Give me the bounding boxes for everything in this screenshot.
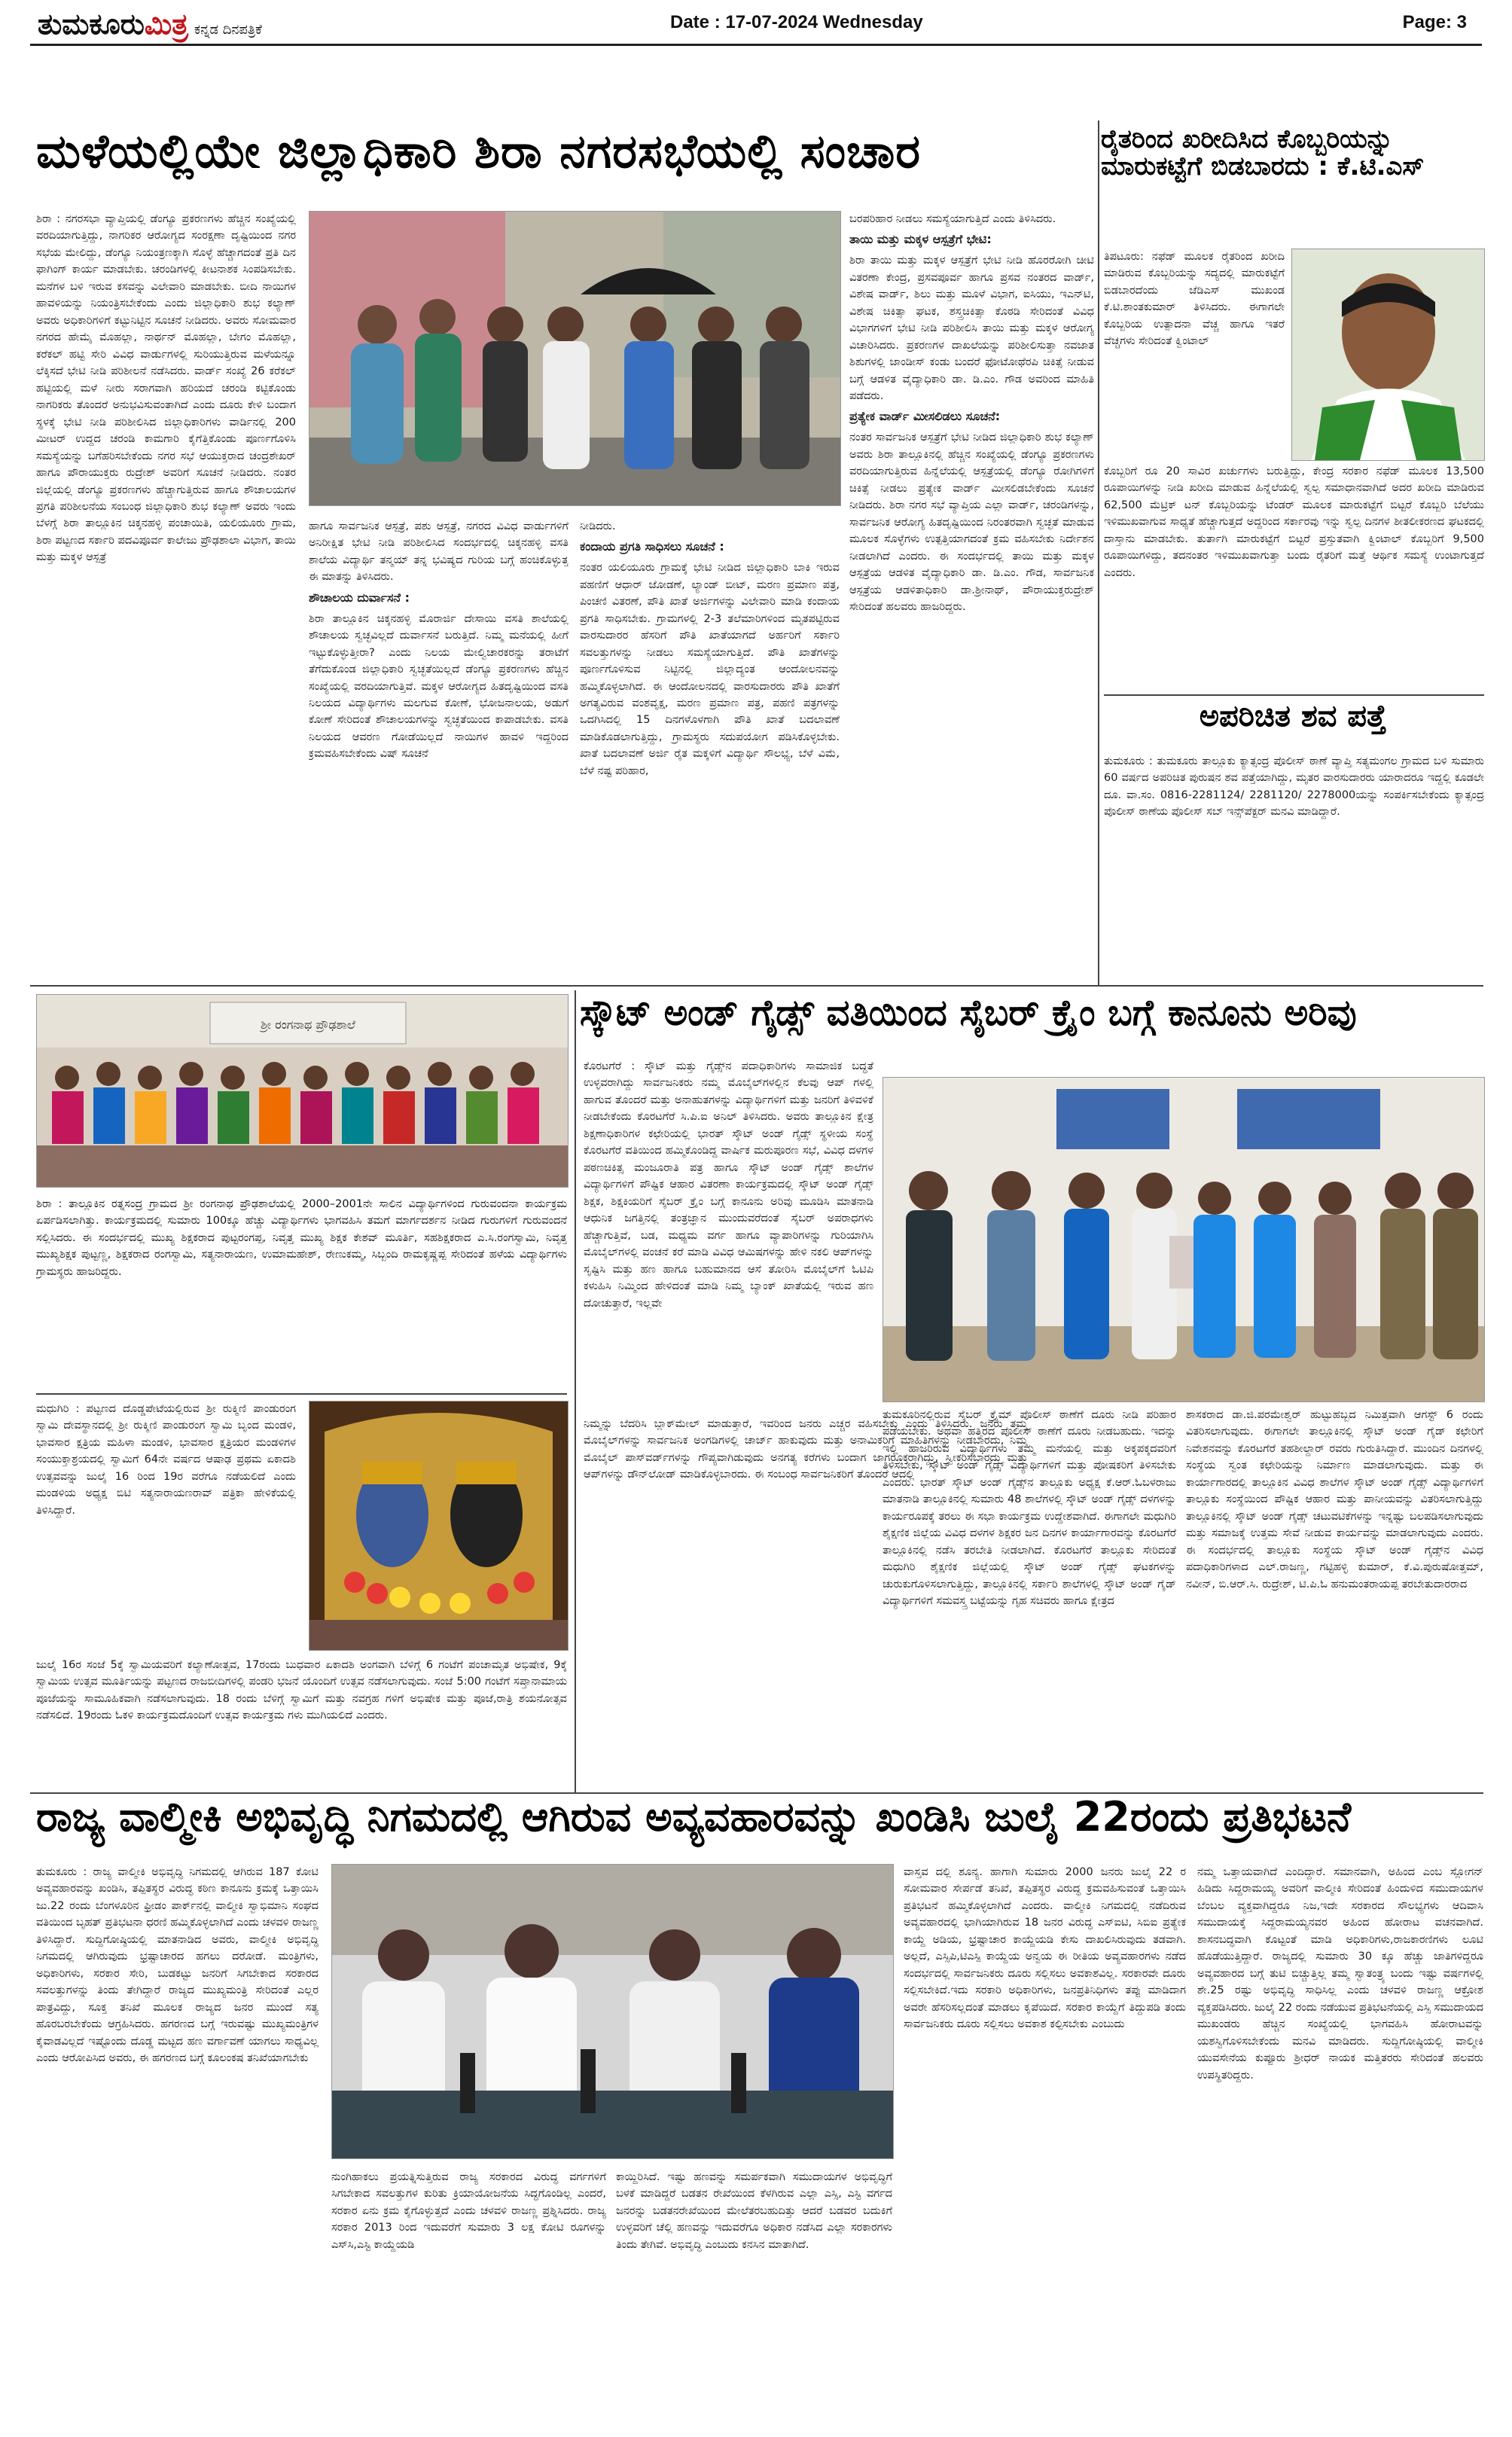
story7-col2-text: ನುಂಗಿಹಾಕಲು ಪ್ರಯತ್ನಿಸುತ್ತಿರುವ ರಾಜ್ಯ ಸರಕಾರದ ವಿರುದ್ಧ ವರ್ಗಗಳಿಗೆ ಸಿಗಬೇಕಾದ ಸವಲತ್ತುಗಳ ಕುರಿತು ಕ್ರಿಯಾಯೋಜನೆಯ ಸಿದ್ಧಗೊಂಡಿಲ್ಲ ಎಂದರೆ, ಸರಕಾರ ಏನು ಕ್ರಮ ಕೈಗೊಳ್ಳುತ್ತದೆ ಎಂದು ಚಳವಳಿ ರಾಜಣ್ಣ ಪ್ರಶ್ನಿಸಿದರು. ರಾಜ್ಯ ಸರಕಾರ 2013 ರಿಂದ ಇದುವರೆಗೆ ಸುಮಾರು 3 ಲಕ್ಷ ಕೋಟಿ ರೂಗಳನ್ನು ಎಸ್‌ಸಿ,ಎಸ್ಟಿ ಕಾಯ್ದೆಯಡಿ xyxy=(331,2171,606,2251)
story1-col4-text: ಶಿರಾ ತಾಯಿ ಮತ್ತು ಮಕ್ಕಳ ಆಸ್ಪತ್ರೆಗೆ ಭೇಟಿ ನೀಡಿ ಹೊರರೋಗಿ ಚೀಟಿ ವಿತರಣಾ ಕೇಂದ್ರ, ಪ್ರಸವಪೂರ್ವ ಹಾಗೂ ಪ್ರಸವ ನಂತರದ ವಾರ್ಡ್, ವಿಶೇಷ ವಾರ್ಡ್, ಶಿಲು ಮತ್ತು ಮೂಳೆ ವಿಭಾಗ, ಐಸಿಯು, ಇಎನ್‌ಟಿ, ವಿಶೇಷ ಚಿಕಿತ್ಸಾ ಘಟಕ, ಶಸ್ತ್ರಚಿಕಿತ್ಸಾ ಕೊಠಡಿ ಸೇರಿದಂತೆ ವಿವಿಧ ವಿಭಾಗಗಳಿಗೆ ಭೇಟಿ ನೀಡಿ ಪರಿಶೀಲಿಸಿ ತಾಯಿ ಮತ್ತು ಮಕ್ಕಳ ಆರೋಗ್ಯ ವಿಚಾರಿಸಿದರು. ಪ್ರಕರಣಗಳ ದಾಖಲೆಯನ್ನು ಪರಿಶೀಲಿಸುತ್ತಾ ನವಜಾತ ಶಿಶುಗಳಲ್ಲಿ ಜಾಂಡೀಸ್ ಕಂಡು ಬಂದರೆ ಫೋಟೋಥೆರಪಿ ಚಿಕಿತ್ಸೆ ನೀಡುವ ಬಗ್ಗೆ ಆಡಳಿತ ವೈದ್ಯಾಧಿಕಾರಿ ಡಾ. ಡಿ.ಎಂ. ಗೌಡ ಅವರಿಂದ ಮಾಹಿತಿ ಪಡೆದರು. xyxy=(849,255,1094,403)
scout-event-photo xyxy=(883,1078,1484,1402)
title-part2: ಮಿತ್ರ xyxy=(144,8,188,41)
story1-col1 xyxy=(36,211,296,979)
press-meet-photo xyxy=(332,1865,893,2158)
story1-subhead-revenue: ಕಂದಾಯ ಪ್ರಗತಿ ಸಾಧಿಸಲು ಸೂಚನೆ : xyxy=(580,539,724,554)
story6-col-mid-text: ತುಮಕೂರಿನಲ್ಲಿರುವ ಸೈಬರ್ ಕ್ರೈಮ್ ಪೊಲೀಸ್ ಠಾಣೆಗೆ ದೂರು ನೀಡಿ ಪರಿಹಾರ ಪಡೆಯಬೇಕು. ಅಥವಾ ಹತ್ತಿರದ ಪೊಲೀಸ್ ಠಾಣೆಗೆ ದೂರು ನೀಡಬಹುದು. ಇದನ್ನು ಇಲ್ಲಿ ಹಾಜರಿರುವ ವಿದ್ಯಾರ್ಥಿಗಳು ತಮ್ಮ ಮನೆಯಲ್ಲಿ ಮತ್ತು ಅಕ್ಕಪಕ್ಕದವರಿಗೆ ತಿಳಿಸಬೇಕು, ಸ್ಕೌಟ್ ಅಂಡ್ ಗೈಡ್ಸ್ ವಿದ್ಯಾರ್ಥಿಗಳಿಗೆ ಮತ್ತು ಪೋಷಕರಿಗೆ ತಿಳಿಸಬೇಕು ಎಂದರು. ಭಾರತ್ ಸ್ಕೌಟ್ ಅಂಡ್ ಗೈಡ್ಸ್‌ನ ತಾಲ್ಲೂಕು ಅಧ್ಯಕ್ಷ ಕೆ.ಆರ್.ಓಬಳರಾಜು ಮಾತನಾಡಿ ತಾಲ್ಲೂಕಿನಲ್ಲಿ ಸುಮಾರು 48 ಶಾಲೆಗಳಲ್ಲಿ ಸ್ಕೌಟ್ ಅಂಡ್ ಗೈಡ್ಸ್ ದಳಗಳನ್ನು ಕಾರ್ಯರೂಪಕ್ಕೆ ತರಲು ಈ ಸಭಾ ಕಾರ್ಯಕ್ರಮ ಉದ್ದೇಶವಾಗಿದೆ. ಈಗಾಗಲೇ ಮಧುಗಿರಿ ಶೈಕ್ಷಣಿಕ ಜಿಲ್ಲೆಯ ವಿವಿಧ ದಳಗಳ ಶಿಕ್ಷಕರ ಜನ ದಿನಗಳ ಕಾರ್ಯಾಗಾರವನ್ನು ಕೊರಟಗೆರೆ ತಾಲ್ಲೂಕಿನಲ್ಲಿ ನಡೆಸಿ ತರಬೇತಿ ನೀಡಲಾಗಿದೆ. ಕೊರಟಗೆರೆ ತಾಲ್ಲೂಕು ಸೇರಿದಂತೆ ಮಧುಗಿರಿ ಶೈಕ್ಷಣಿಕ ಜಿಲ್ಲೆಯಲ್ಲಿ ಸ್ಕೌಟ್ ಅಂಡ್ ಗೈಡ್ಸ್ ಘಟಕಗಳನ್ನು ಚುರುಕುಗೊಳಿಸಲಾಗುತ್ತಿದ್ದು, ತಾಲ್ಲೂಕಿನಲ್ಲಿ ಸರ್ಕಾರಿ ಶಾಲೆಗಳಲ್ಲಿ ಸ್ಕೌಟ್ ಅಂಡ್ ಗೈಡ್ ವಿದ್ಯಾರ್ಥಿಗಳಿಗೆ ಸಮವಸ್ತ್ರ ಬಟ್ಟೆಯನ್ನು ಗೃಹ ಸಚಿವರು ಹಾಗೂ ಕ್ಷೇತ್ರದ xyxy=(883,1409,1176,1608)
story1-headline: ಮಳೆಯಲ್ಲಿಯೇ ಜಿಲ್ಲಾಧಿಕಾರಿ ಶಿರಾ ನಗರಸಭೆಯಲ್ಲಿ ಸಂಚಾರ xyxy=(36,127,922,178)
page-number: Page: 3 xyxy=(1402,12,1467,32)
banner-text: ಶ್ರೀ ರಂಗನಾಥ ಪ್ರೌಢಶಾಲೆ xyxy=(261,1017,355,1032)
story7-col3 xyxy=(616,2169,892,2421)
story1-col4b-text: ನಂತರ ಸಾರ್ವಜನಿಕ ಆಸ್ಪತ್ರೆಗೆ ಭೇಟಿ ನೀಡಿದ ಜಿಲ್ಲಾಧಿಕಾರಿ ಶುಭ ಕಲ್ಯಾಣ್ ಅವರು ಶಿರಾ ತಾಲ್ಲೂಕಿನಲ್ಲಿ ಹೆಚ್ಚಿನ ಸಂಖ್ಯೆಯಲ್ಲಿ ಡೆಂಗ್ಯೂ ಪ್ರಕರಣಗಳು ವರದಿಯಾಗುತ್ತಿರುವ ಹಿನ್ನೆಲೆಯಲ್ಲಿ ಆಸ್ಪತ್ರೆಯಲ್ಲಿ ಡೆಂಗ್ಯೂ ರೋಗಿಗಳಿಗೆ ಚಿಕಿತ್ಸೆ ನೀಡಲು ಪ್ರತ್ಯೇಕ ವಾರ್ಡ್ ಮೀಸಲಿಡಬೇಕೆಂದು ಸೂಚನೆ ನೀಡಿದರು. ಶಿರಾ ನಗರ ಸಭೆ ವ್ಯಾಪ್ತಿಯ ಎಲ್ಲಾ ವಾರ್ಡ್, ಚರಂಡಿಗಳನ್ನು, ಸಾರ್ವಜನಿಕ ಆರೋಗ್ಯ ಹಿತದೃಷ್ಟಿಯಿಂದ ನಿರಂತರವಾಗಿ ಸ್ವಚ್ಛತೆ ಮಾಡುವ ಮೂಲಕ ಸೊಳ್ಳೆಗಳು ಉತ್ಪತ್ತಿಯಾಗದಂತೆ ಕ್ರಮ ವಹಿಸಬೇಕು ನಿರ್ದೇಶನ ನೀಡಲಾಗಿದೆ ಎಂದರು. ಈ ಸಂದರ್ಭದಲ್ಲಿ ತಾಯಿ ಮತ್ತು ಮಕ್ಕಳ ಆಸ್ಪತ್ರೆಯ ಆಡಳಿತ ವೈದ್ಯಾಧಿಕಾರಿ ಡಾ. ಡಿ.ಎಂ. ಗೌಡ, ಸಾರ್ವಜನಿಕ ಆಸ್ಪತ್ರೆಯ ಆಡಳಿತಾಧಿಕಾರಿ ಡಾ.ಶ್ರೀನಾಥ್, ಪೌರಾಯುಕ್ತರುದ್ರೇಶ್ ಸೇರಿದಂತೆ ಹಲವರು ಹಾಜರಿದ್ದರು. xyxy=(849,432,1094,613)
deity-photo xyxy=(309,1402,568,1650)
story7-col2 xyxy=(331,2169,606,2421)
story2-portrait xyxy=(1291,249,1485,461)
story1-subhead-ward: ಪ್ರತ್ಯೇಕ ವಾರ್ಡ್ ಮೀಸಲಿಡಲು ಸೂಚನೆ: xyxy=(849,409,1001,424)
story4-caption xyxy=(36,1196,567,1388)
story7-col1-text: ತುಮಕೂರು : ರಾಜ್ಯ ವಾಲ್ಮೀಕಿ ಅಭಿವೃದ್ಧಿ ನಿಗಮದಲ್ಲಿ ಆಗಿರುವ 187 ಕೋಟಿ ಅವ್ಯವಹಾರವನ್ನು ಖಂಡಿಸಿ, ತಪ್ಪಿತಸ್ಥರ ವಿರುದ್ಧ ಕಠಿಣ ಕಾನೂನು ಕ್ರಮಕ್ಕೆ ಒತ್ತಾಯಿಸಿ ಜು.22 ರಂದು ಬೆಂಗಳೂರಿನ ಫ್ರೀಡಂ ಪಾರ್ಕ್‌ನಲ್ಲಿ ವಾಲ್ಮೀಕಿ ಸ್ವಾಭಿಮಾನಿ ಸಂಘದ ವತಿಯಿಂದ ಬೃಹತ್ ಪ್ರತಿಭಟನಾ ಧರಣಿ ಹಮ್ಮಿಕೊಳ್ಳಲಾಗಿದೆ ಎಂದು ಚಳವಳಿ ರಾಜಣ್ಣ ತಿಳಿಸಿದ್ದಾರೆ. ಸುದ್ದಿಗೋಷ್ಠಿಯಲ್ಲಿ ಮಾತನಾಡಿದ ಅವರು, ವಾಲ್ಮೀಕಿ ಅಭಿವೃದ್ಧಿ ನಿಗಮದಲ್ಲಿ ಆಗಿರುವುದು ಭ್ರಷ್ಟಾಚಾರದ ಹಗಲು ದರೋಡೆ. ಮಂತ್ರಿಗಳು, ಅಧಿಕಾರಿಗಳು, ಸರಕಾರ ಸೇರಿ, ಬುಡಕಟ್ಟು ಜನರಿಗೆ ಸಿಗಬೇಕಾದ ಸರಕಾರದ ಸವಲತ್ತುಗಳನ್ನು ತಿಂದು ತೇಗಿದ್ದಾರೆ ರಾಜ್ಯದ ಮುಖ್ಯಮಂತ್ರಿ ಸೇರಿದಂತೆ ಎಲ್ಲರ ಪಾತ್ರವಿದ್ದು, ಸೂಕ್ತ ತನಿಖೆ ಮೂಲಕ ರಾಜ್ಯದ ಜನರ ಮುಂದೆ ಸತ್ಯ ಹೊರಬರಬೇಕೆಂದು ಆಗ್ರಹಿಸಿದರು. ಹಗರಣದ ಬಗ್ಗೆ ಇರುವಷ್ಟು ಮುಖ್ಯಮಂತ್ರಿಗಳ ಕೈವಾಡವಿಲ್ಲದೆ ಇಷ್ಟೊಂದು ದೊಡ್ಡ ಮಟ್ಟದ ಹಣ ವರ್ಗಾವಣೆ ಯಾಗಲು ಸಾಧ್ಯವಿಲ್ಲ ಎಂದು ಆರೋಪಿಸಿದ ಅವರು, ಈ ಹಗರಣದ ಬಗ್ಗೆ ಕೂಲಂಕಷ ತನಿಖೆಯಾಗಬೇಕು xyxy=(36,1866,319,2065)
story1-subhead-toilet: ಶೌಚಾಲಯ ದುರ್ವಾಸನೆ : xyxy=(309,590,410,605)
story7-photo xyxy=(331,1864,894,2159)
speaker-portrait xyxy=(1292,249,1484,460)
rain-visit-photo xyxy=(309,212,840,505)
story3-rule xyxy=(1104,694,1484,696)
story1-photo xyxy=(309,211,841,506)
story6-col-mid xyxy=(883,1407,1176,1787)
story7-col5 xyxy=(1197,1864,1483,2421)
group-photo xyxy=(37,995,568,1187)
story7-col1 xyxy=(36,1864,319,2421)
story1-col3 xyxy=(580,518,840,979)
story1-col3a-text: ನೀಡಿದರು. xyxy=(580,520,616,532)
story1-col4a-text: ಬರಪರಿಹಾರ ನೀಡಲು ಸಮಸ್ಯೆಯಾಗುತ್ತಿದೆ ಎಂದು ತಿಳಿಸಿದರು. xyxy=(849,213,1056,225)
story5-photo xyxy=(309,1401,569,1651)
story1-col1-text: ಶಿರಾ : ನಗರಸಭಾ ವ್ಯಾಪ್ತಿಯಲ್ಲಿ ಡೆಂಗ್ಯೂ ಪ್ರಕರಣಗಳು ಹೆಚ್ಚಿನ ಸಂಖ್ಯೆಯಲ್ಲಿ ವರದಿಯಾಗುತ್ತಿದ್ದು, ನಾಗರಿಕರ ಆರೋಗ್ಯದ ಸಂರಕ್ಷಣಾ ದೃಷ್ಟಿಯಿಂದ ನಗರ ಸಭೆಯ ಮೇಲಿದ್ದು, ಡೆಂಗ್ಯೂ ನಿಯಂತ್ರಣಕ್ಕಾಗಿ ಸೊಳ್ಳೆ ಹೆಚ್ಚಾಗದಂತೆ ಪ್ರತಿ ದಿನ ಫಾಗಿಂಗ್ ಕಾರ್ಯ ಮಾಡಬೇಕು. ಚರಂಡಿಗಳಲ್ಲಿ ಕೀಟನಾಶಕ ಸಿಂಪಡಿಸಬೇಕು. ಮನೆಗಳ ಬಳಿ ಇರುವ ಕಸವನ್ನು ವಿಲೇವಾರಿ ಮಾಡಬೇಕು. ಬೀದಿ ನಾಯಿಗಳ ಹಾವಳಿಯನ್ನು ನಿಯಂತ್ರಿಸಬೇಕೆಂದು ಎಂದು ಜಿಲ್ಲಾಧಿಕಾರಿ ಶುಭ ಕಲ್ಯಾಣ್ ಅವರು ಅಧಿಕಾರಿಗಳಿಗೆ ಕಟ್ಟುನಿಟ್ಟಿನ ಸೂಚನೆ ನೀಡಿದರು. ಅವರು ಸೋಮವಾರ ನಗರದ ಹೇಮೈ ಮೊಹಲ್ಲಾ, ನಾರ್ಥನ್ ಮೊಹಲ್ಲಾ, ಬೇಗಂ ಮೊಹಲ್ಲಾ, ಕರೆಕಲ್ ಹಟ್ಟಿ ಸೇರಿ ವಿವಿಧ ವಾರ್ಡುಗಳಲ್ಲಿ ಸುರಿಯುತ್ತಿರುವ ಮಳೆಯನ್ನೂ ಲೆಕ್ಕಿಸದೆ ಭೇಟಿ ನೀಡಿ ಪರಿಶೀಲನೆ ನಡೆಸಿದರು. ವಾರ್ಡ್ ಸಂಖ್ಯೆ 26 ಕರೆಕಲ್ ಹಟ್ಟಿಯಲ್ಲಿ ಮಳೆ ನೀರು ಸರಾಗವಾಗಿ ಹರಿಯದೆ ಚರಂಡಿ ಕಟ್ಟಿಕೊಂಡು ನಾಗರಿಕರು ತೊಂದರೆ ಅನುಭವಿಸುವಂತಾಗಿದೆ ಎಂದು ದೂರು ಕೇಳಿ ಬಂದಾಗ ಸ್ಥಳಕ್ಕೆ ಭೇಟಿ ನೀಡಿ ಪರಿಶೀಲಿಸಿದ ಜಿಲ್ಲಾಧಿಕಾರಿಗಳು ವಾರ್ಡಿನಲ್ಲಿ 200 ಮೀಟರ್ ಉದ್ದದ ಚರಂಡಿ ಕಾಮಗಾರಿ ಕೈಗೆತ್ತಿಕೊಂಡು ಪೂರ್ಣಗೊಳಿಸಿ ಸಮಸ್ಯೆಯನ್ನು ಬಗೆಹರಿಸಬೇಕೆಂದು ನಗರ ಸಭೆ ಆಯುಕ್ತರಾದ ಚಂದ್ರಶೇಖರ್ ಹಾಗೂ ಪೌರಾಯುಕ್ತರು ರುದ್ರೇಶ್ ಅವರಿಗೆ ಸೂಚನೆ ನೀಡಿದರು. ನಂತರ ಜಿಲ್ಲೆಯಲ್ಲಿ ಡೆಂಗ್ಯೂ ಪ್ರಕರಣಗಳು ಹೆಚ್ಚಾಗುತ್ತಿರುವ ಹಾಗೂ ಶೌಚಾಲಯಗಳ ಪ್ರಗತಿ ಪರಿಶೀಲನೆಯ ಸಂಬಂಧ ಜಿಲ್ಲಾಧಿಕಾರಿ ಶುಭ ಕಲ್ಯಾಣ್ ಅವರು ಇಂದು ಬೆಳಗ್ಗೆ ಶಿರಾ ತಾಲ್ಲೂಕಿನ ಚಿಕ್ಕನಹಳ್ಳಿ ಪಂಚಾಯಿತಿ, ಯಲಿಯೂರು ಗ್ರಾಮ, ಶಿರಾ ಪಟ್ಟಣದ ಸರ್ಕಾರಿ ಪದವಿಪೂರ್ವ ಕಾಲೇಜು ಪ್ರೌಢಶಾಲಾ ವಿಭಾಗ, ತಾಯಿ ಮತ್ತು ಮಕ್ಕಳ ಆಸ್ಪತ್ರೆ xyxy=(36,213,296,564)
story6-col-left-a: ನಿಮ್ಮನ್ನು ಬೆದರಿಸಿ ಬ್ಲಾಕ್‌ಮೇಲ್ ಮಾಡುತ್ತಾರೆ, ಇವರಿಂದ ಜನರು ಎಚ್ಚರ ವಹಿಸಬೇಕು ಎಂದು ತಿಳಿಸಿದರು. ಜನರು ತಮ್ಮ ಮೊಬೈಲ್‌ಗಳನ್ನು ಸಾರ್ವಜನಿಕ ಅಂಗಡಿಗಳಲ್ಲಿ ಚಾರ್ಜ್ ಹಾಕುವುದು ಮತ್ತು ಅನಾಮಿಕರಿಗೆ ಮಾಹಿತಿಗಳನ್ನು ನೀಡಬಾರದು, ನಿಮ್ಮ ಮೊಬೈಲ್ ಪಾಸ್‌ವರ್ಡ್‌ಗಳನ್ನು ಗೌಪ್ಯವಾಗಿಡುವುದು ಅನಗತ್ಯ ಕರೆಗಳು ಬಂದಾಗ ಜಾಗರೂಕರಾಗಿದ್ದು, ಸ್ವೀಕರಿಸಬಾರದು ಮತ್ತು ಆಪ್‌ಗಳನ್ನು ಡೌನ್‌ಲೋಡ್ ಮಾಡಿಕೊಳ್ಳಬಾರದು. ಈ ಸಂಬಂಧ ಸಾರ್ವಜನಿಕರಿಗೆ ತೊಂದರೆ ಆದಲ್ಲಿ xyxy=(584,1418,1028,1481)
story2-headline: ರೈತರಿಂದ ಖರೀದಿಸಿದ ಕೊಬ್ಬರಿಯನ್ನು ಮಾರುಕಟ್ಟೆಗೆ ಬಿಡಬಾರದು : ಕೆ.ಟಿ.ಎಸ್ xyxy=(1101,127,1425,181)
story7-col5-text: ನಮ್ಮ ಒತ್ತಾಯವಾಗಿದೆ ಎಂದಿದ್ದಾರೆ. ಸಮಾನವಾಗಿ, ಅಹಿಂದ ಎಂಬ ಸ್ಲೋಗನ್ ಹಿಡಿದು ಸಿದ್ದರಾಮಯ್ಯ ಅವರಿಗೆ ವಾಲ್ಮೀಕಿ ಸೇರಿದಂತೆ ಹಿಂದುಳಿದ ಸಮುದಾಯಗಳ ಬೆಂಬಲ ವ್ಯಕ್ತವಾಗಿದ್ದರೂ ನಿಜ,ಇದೇ ಸರಕಾರದ ಸೌಲಭ್ಯಗಳು ಆದಿವಾಸಿ ಸಮುದಾಯಕ್ಕೆ ಸಿದ್ದರಾಮಯ್ಯನವರ ಅಹಿಂದ ಹೋರಾಟ ವಚನವಾಗಿದೆ. ಶಾಸನಬದ್ಧವಾಗಿ ಕೊಟ್ಟಂತೆ ಮಾಡಿ ಅಧಿಕಾರಿಗಳು,ರಾಜಕಾರಣಿಗಳು ಲೂಟಿ ಹೊಡೆಯುತ್ತಿದ್ದಾರೆ. ರಾಜ್ಯದಲ್ಲಿ ಸುಮಾರು 30 ಕ್ಕೂ ಹೆಚ್ಚು ಜಾತಿಗಳಿದ್ದರೂ ಅವ್ಯವಹಾರದ ಬಗ್ಗೆ ತುಟಿ ಬಿಚ್ಚುತ್ತಿಲ್ಲ ತಮ್ಮ ಸ್ವಾತಂತ್ರ್ಯ ಬಂದು ಇಷ್ಟು ವರ್ಷಗಳಲ್ಲಿ ಶೇ.25 ರಷ್ಟು ಅಭಿವೃದ್ಧಿ ಸಾಧಿಸಿಲ್ಲ ಎಂದು ಚಳವಳಿ ರಾಜಣ್ಣ ಆಕ್ರೋಶ ವ್ಯಕ್ತಪಡಿಸಿದರು. ಜುಲೈ 22 ರಂದು ನಡೆಯುವ ಪ್ರತಿಭಟನೆಯಲ್ಲಿ ಎಸ್ಸಿ ಸಮುದಾಯದ ಮುಖಂಡರು ಹೆಚ್ಚಿನ ಸಂಖ್ಯೆಯಲ್ಲಿ ಭಾಗವಹಿಸಿ ಹೋರಾಟವನ್ನು ಯಶಸ್ವಿಗೊಳಿಸಬೇಕೆಂದು ಮನವಿ ಮಾಡಿದರು. ಸುದ್ದಿಗೋಷ್ಠಿಯಲ್ಲಿ ವಾಲ್ಮೀಕಿ ಯುವಸೇನೆಯ ಕುಪ್ಪೂರು ಶ್ರೀಧರ್ ನಾಯಕ ಮತ್ತಿತರರು ಸೇರಿದಂತೆ ಹಲವರು ಉಪಸ್ಥಿತರಿದ್ದರು. xyxy=(1197,1866,1483,2082)
story6-headline: ಸ್ಕೌಟ್ ಅಂಡ್ ಗೈಡ್ಸ್ ವತಿಯಿಂದ ಸೈಬರ್ ಕ್ರೈಂ ಬಗ್ಗೆ ಕಾನೂನು ಅರಿವು xyxy=(580,994,1357,1034)
story1-col4 xyxy=(849,211,1094,979)
story7-headline: ರಾಜ್ಯ ವಾಲ್ಮೀಕಿ ಅಭಿವೃದ್ಧಿ ನಿಗಮದಲ್ಲಿ ಆಗಿರುವ ಅವ್ಯವಹಾರವನ್ನು ಖಂಡಿಸಿ ಜುಲೈ 22ರಂದು ಪ್ರತಿಭಟನೆ xyxy=(36,1796,1352,1841)
story7-col3-text: ಕಾಯ್ದಿರಿಸಿದೆ. ಇಷ್ಟು ಹಣವನ್ನು ಸಮರ್ಪಕವಾಗಿ ಸಮುದಾಯಗಳ ಅಭಿವೃದ್ಧಿಗೆ ಬಳಕೆ ಮಾಡಿದ್ದರೆ ಬಡತನ ರೇಖೆಯಿಂದ ಕೆಳಗಿರುವ ಎಲ್ಲಾ ಎಸ್ಸಿ, ಎಸ್ಟಿ ವರ್ಗದ ಜನರನ್ನು ಬಡತನರೇಖೆಯಿಂದ ಮೇಲೆತರಬಹುದಿತ್ತು ಆದರೆ ಬಡವರ ಬದುಕಿಗೆ ಉಳ್ಳವರಿಗೆ ಚೆಲ್ಲಿ ಹಣವನ್ನು ಇದುವರೆಗೂ ಅಧಿಕಾರ ನಡೆಸಿದ ಎಲ್ಲಾ ಸರಕಾರಗಳು ತಿಂದು ತೇಗಿವೆ. ಅಭಿವೃದ್ಧಿ ಎಂಬುದು ಕನಸಿನ ಮಾತಾಗಿದೆ. xyxy=(616,2171,892,2251)
issue-date: Date : 17-07-2024 Wednesday xyxy=(670,12,923,32)
story4-caption-text: ಶಿರಾ : ತಾಲ್ಲೂಕಿನ ರತ್ನಸಂದ್ರ ಗ್ರಾಮದ ಶ್ರೀ ರಂಗನಾಥ ಪ್ರೌಢಶಾಲೆಯಲ್ಲಿ 2000–2001ನೇ ಸಾಲಿನ ವಿದ್ಯಾರ್ಥಿಗಳಿಂದ ಗುರುವಂದನಾ ಕಾರ್ಯಕ್ರಮ ಏರ್ಪಡಿಸಲಾಗಿತ್ತು. ಕಾರ್ಯಕ್ರಮದಲ್ಲಿ ಸುಮಾರು 100ಕ್ಕೂ ಹೆಚ್ಚು ವಿದ್ಯಾರ್ಥಿಗಳು ಭಾಗವಹಿಸಿ ತಮಗೆ ಮಾರ್ಗದರ್ಶನ ನೀಡಿದ ಗುರುಗಳಿಗೆ ಗುರುವಂದನೆ ಸಲ್ಲಿಸಿದರು. ಈ ಸಂದರ್ಭದಲ್ಲಿ ಮುಖ್ಯ ಶಿಕ್ಷಕರಾದ ಪುಟ್ಟರಂಗಪ್ಪ, ನಿವೃತ್ತ ಮುಖ್ಯ ಶಿಕ್ಷಕ ಕೇಶವ್ ಮೂರ್ತಿ, ಸಹಶಿಕ್ಷಕರಾದ ಎ.ಸಿ.ರಂಗಸ್ವಾಮಿ, ನಿವೃತ್ತ ಮುಖ್ಯಶಿಕ್ಷಕ ಪುಟ್ಟಣ್ಣ, ಶಿಕ್ಷಕರಾದ ರಂಗಸ್ವಾಮಿ, ಸತ್ಯನಾರಾಯಣ, ಉಮಾಮಹೇಶ್, ರೇಣುಕಮ್ಮ, ಸಿಬ್ಬಂದಿ ರಾಮಕೃಷ್ಣಪ್ಪ ಸೇರಿದಂತೆ ಹಳೆಯ ವಿದ್ಯಾರ್ಥಿಗಳು ಗ್ರಾಮಸ್ಥರು ಹಾಜರಿದ್ದರು. xyxy=(36,1198,567,1278)
story2-col1-text: ತಿಪಟೂರು: ನಫೆಡ್ ಮೂಲಕ ರೈತರಿಂದ ಖರೀದಿ ಮಾಡಿರುವ ಕೊಬ್ಬರಿಯನ್ನು ಸದ್ಯದಲ್ಲಿ ಮಾರುಕಟ್ಟೆಗೆ ಬಿಡಬಾರದೆಂದು ಜೆಡಿಎಸ್ ಮುಖಂಡ ಕೆ.ಟಿ.ಶಾಂತಕುಮಾರ್ ತಿಳಿಸಿದರು. ಈಗಾಗಲೇ ಕೊಬ್ಬರಿಯ ಉತ್ಪಾದನಾ ವೆಚ್ಚ ಹಾಗೂ ಇತರೆ ವೆಚ್ಚಗಳು ಸೇರಿದಂತೆ ಕ್ವಿಂಟಾಲ್ xyxy=(1104,251,1285,348)
title-part1: ತುಮಕೂರು xyxy=(38,8,145,41)
story5-body-a: ಮಧುಗಿರಿ : ಪಟ್ಟಣದ ದೊಡ್ಡಪೇಟೆಯಲ್ಲಿರುವ ಶ್ರೀ ರುಕ್ಮಿಣಿ ಪಾಂಡುರಂಗ ಸ್ವಾಮಿ ದೇವಸ್ಥಾನದಲ್ಲಿ ಶ್ರೀ ರುಕ್ಮಿಣಿ ಪಾಂಡುರಂಗ ಸ್ವಾಮಿ ಬೃಂದ ಮಂಡಳಿ, ಭಾವಸಾರ ಕ್ಷತ್ರಿಯ ಮಹಿಳಾ ಮಂಡಳಿ, ಭಾವಸಾರ ಕ್ಷತ್ರಿಯರ ಮಂಡಳಿಗಳ ಸಂಯುಕ್ತಾಶ್ರಯದಲ್ಲಿ ಸ್ವಾಮಿಗೆ 64ನೇ ವರ್ಷದ ಆಷಾಢ ಪ್ರಥಮ ಏಕಾದಶಿ ಉತ್ಸವವನ್ನು ಜುಲೈ 16 ರಿಂದ 19ರ ವರೆಗೂ ನಡೆಯಲಿದೆ ಎಂದು ಮಂಡಳಿಯ ಅಧ್ಯಕ್ಷ ಬಿಟಿ ಸತ್ಯನಾರಾಯಣರಾವ್ ಪತ್ರಿಕಾ ಹೇಳಿಕೆಯಲ್ಲಿ ತಿಳಿಸಿದ್ದಾರೆ. xyxy=(36,1403,296,1517)
story6-top-text: ಕೊರಟಗೆರೆ : ಸ್ಕೌಟ್ ಮತ್ತು ಗೈಡ್ಸ್‌ನ ಪದಾಧಿಕಾರಿಗಳು ಸಾಮಾಜಿಕ ಬದ್ಧತೆ ಉಳ್ಳವರಾಗಿದ್ದು ಸಾರ್ವಜನಿಕರು ನಮ್ಮ ಮೊಬೈಲ್‌ಗಳಲ್ಲಿನ ಕೆಲವು ಆಪ್ ಗಳಲ್ಲಿ ಹಾಗುವ ತೊಂದರೆ ಮತ್ತು ಅನಾಹುತಗಳನ್ನು ವಿದ್ಯಾರ್ಥಿಗಳಿಗೆ ಮತ್ತು ಜನರಿಗೆ ತಿಳಿವಳಿಕೆ ನೀಡಬೇಕೆಂದು ಕೊರಟಗೆರೆ ಸಿ.ಪಿ.ಐ ಅನಿಲ್ ತಿಳಿಸಿದರು. ಅವರು ತಾಲ್ಲೂಕಿನ ಕ್ಷೇತ್ರ ಶಿಕ್ಷಣಾಧಿಕಾರಿಗಳ ಕಛೇರಿಯಲ್ಲಿ ಭಾರತ್ ಸ್ಕೌಟ್ ಅಂಡ್ ಗೈಡ್ಸ್ ಸ್ಥಳೀಯ ಸಂಸ್ಥೆ ಕೊರಟಗೆರೆ ವತಿಯಿಂದ ಹಮ್ಮಿಕೊಂಡಿದ್ದ ವಾರ್ಷಿಕ ಮರುಪೂರಣ ಸಭೆ, ವಿವಿಧ ದಳಗಳ ಪಠಣಚಿಕಿತ್ಸ ಮಂಜೂರಾತಿ ಪತ್ರ ಹಾಗೂ ಸ್ಕೌಟ್ ಅಂಡ್ ಗೈಡ್ಸ್ ಶಾಲೆಗಳ ವಿದ್ಯಾರ್ಥಿಗಳಿಗೆ ಪೌಷ್ಟಿಕ ಆಹಾರ ವಿತರಣಾ ಕಾರ್ಯಕ್ರಮದಲ್ಲಿ ಸ್ಕೌಟ್ ಅಂಡ್ ಗೈಡ್ಸ್ ಶಿಕ್ಷಕ, ಶಿಕ್ಷಕಿಯರಿಗೆ ಸೈಬರ್ ಕ್ರೈಂ ಬಗ್ಗೆ ಕಾನೂನು ಅರಿವು ಮೂಡಿಸಿ ಮಾತನಾಡಿ ಆಧುನಿಕ ಜಗತ್ತಿನಲ್ಲಿ ತಂತ್ರಜ್ಞಾನ ಮುಂದುವರೆದಂತೆ ಸೈಬರ್ ಅಪರಾಧಗಳು ಹೆಚ್ಚಾಗುತ್ತಿವೆ, ಬಡ, ಮಧ್ಯಮ ವರ್ಗ ಹಾಗೂ ವ್ಯಾಪಾರಿಗಳನ್ನು ಗುರಿಯಾಗಿಸಿ ಮೊಬೈಲ್‌ಗಳಲ್ಲಿ ವಂಚನೆ ಕರೆ ಮಾಡಿ ವಿವಿಧ ಆಮಿಷಗಳನ್ನು ಹೇಳಿ ನಕಲಿ ಆಪ್‌ಗಳನ್ನು ಸೃಷ್ಟಿಸಿ ಮತ್ತು ಹಣ ಹಾಗೂ ಬಹುಮಾನದ ಆಸೆ ತೋರಿಸಿ ಮೊಬೈಲ್‌ಗೆ ಓಟಿಪಿ ಕಳುಹಿಸಿ ನಿಮ್ಮಿಂದ ಹೇಳಿದಂತೆ ಮಾಡಿ ನಿಮ್ಮ ಬ್ಯಾಂಕ್ ಖಾತೆಯಲ್ಲಿ ಇರುವ ಹಣ ದೋಚುತ್ತಾರೆ, ಇಲ್ಲವೇ xyxy=(584,1060,873,1310)
story3-headline: ಅಪರಿಚಿತ ಶವ ಪತ್ತೆ xyxy=(1199,700,1387,734)
masthead xyxy=(30,6,1482,46)
section-rule-1 xyxy=(30,985,1483,987)
story3-body xyxy=(1104,753,1484,979)
section-rule-3 xyxy=(30,1792,1483,1794)
story6-col-right xyxy=(1186,1407,1483,1787)
story4-photo xyxy=(36,994,569,1188)
story3-body-text: ತುಮಕೂರು : ತುಮಕೂರು ತಾಲ್ಲೂಕು ಕ್ಯಾತ್ಸಂದ್ರ ಪೊಲೀಸ್ ಠಾಣೆ ವ್ಯಾಪ್ತಿ ಸತ್ಯಮಂಗಲ ಗ್ರಾಮದ ಬಳಿ ಸುಮಾರು 60 ವರ್ಷದ ಅಪರಿಚಿತ ಪುರುಷನ ಶವ ಪತ್ತೆಯಾಗಿದ್ದು, ಮೃತರ ವಾರಸುದಾರರು ಯಾರಾದರೂ ಇದ್ದಲ್ಲಿ ಕೂಡಲೇ ದೂ. ವಾ.ಸಂ. 0816-2281124/ 2281120/ 2278000ಯನ್ನು ಸಂಪರ್ಕಿಸಬೇಕೆಂದು ಕ್ಯಾತ್ಸಂದ್ರ ಪೊಲೀಸ್ ಠಾಣೆಯ ಪೊಲೀಸ್ ಸಬ್ ಇನ್ಸ್‌ಪೆಕ್ಟರ್ ಮನವಿ ಮಾಡಿದ್ದಾರೆ. xyxy=(1104,755,1484,819)
story2-col2-text: ಕೊಬ್ಬರಿಗೆ ರೂ 20 ಸಾವಿರ ಖರ್ಚುಗಳು ಬರುತ್ತಿದ್ದು, ಕೇಂದ್ರ ಸರಕಾರ ನಫೆಡ್ ಮೂಲಕ 13,500 ರೂಪಾಯಿಗಳನ್ನು ನೀಡಿ ಖರೀದಿ ಮಾಡುವ ಹಿನ್ನೆಲೆಯಲ್ಲಿ ಸ್ವಲ್ಪ ಸಮಾಧಾನವಾಗಿದೆ ಅದರ ಖರೀದಿ ಮಾಡಿರುವ 62,500 ಮೆಟ್ರಿಕ್ ಟನ್ ಕೊಬ್ಬರಿಯನ್ನು ಟೆಂಡರ್ ಮೂಲಕ ಮಾರುಕಟ್ಟೆಗೆ ಬಿಟ್ಟರೆ ಕೊಬ್ಬರಿ ಬೆಲೆಯು ಇಳಿಮುಖವಾಗುವ ಸಾಧ್ಯತೆ ಹೆಚ್ಚಾಗುತ್ತದೆ ಅದ್ದರಿಂದ ಸರ್ಕಾರವು ಇನ್ನು ಸ್ವಲ್ಪ ದಿನಗಳ ಶೀತಲೀಕರಣದ ಘಟಕದಲ್ಲಿ ದಾಸ್ತಾನು ಮಾಡಬೇಕು. ತುರ್ತಾಗಿ ಮಾರುಕಟ್ಟೆಗೆ ಬಿಟ್ಟರೆ ಪ್ರಸ್ತುತವಾಗಿ ಕ್ವಿಂಟಾಲ್ ಕೊಬ್ಬರಿಗೆ 9,500 ರೂಪಾಯಿಗಳಿದ್ದು, ತದನಂತರ ಇಳಿಮುಖವಾಗುತ್ತಾ ಬಂದು ರೈತರಿಗೆ ಮತ್ತೆ ಆರ್ಥಿಕ ಸಮಸ್ಯೆ ಉಂಟಾಗುತ್ತದೆ ಎಂದರು. xyxy=(1104,465,1484,579)
story7-col4 xyxy=(904,1864,1186,2421)
story1-col2-text: ಹಾಗೂ ಸಾರ್ವಜನಿಕ ಆಸ್ಪತ್ರೆ, ಪಶು ಆಸ್ಪತ್ರೆ, ನಗರದ ವಿವಿಧ ವಾರ್ಡುಗಳಿಗೆ ಅನಿರೀಕ್ಷಿತ ಭೇಟಿ ನೀಡಿ ಪರಿಶೀಲಿಸಿದ ಸಂದರ್ಭದಲ್ಲಿ ಚಿಕ್ಕನಹಳ್ಳಿ ವಸತಿ ಶಾಲೆಯ ವಿದ್ಯಾರ್ಥಿ ತನ್ಮಯ್ ತನ್ನ ಭವಿಷ್ಯದ ಗುರಿಯ ಬಗ್ಗೆ ಹಂಚಿಕೊಳ್ಳುತ್ತ ಈ ಮಾತನ್ನು ತಿಳಿಸಿದರು. xyxy=(309,520,569,584)
story5-col-a xyxy=(36,1401,296,1649)
story1-col2 xyxy=(309,518,569,979)
story2-col2 xyxy=(1104,463,1484,689)
story1-col3-text: ನಂತರ ಯಲಿಯೂರು ಗ್ರಾಮಕ್ಕೆ ಭೇಟಿ ನೀಡಿದ ಜಿಲ್ಲಾಧಿಕಾರಿ ಬಾಕಿ ಇರುವ ಪಹಣಿಗೆ ಆಧಾರ್ ಜೋಡಣೆ, ಲ್ಯಾಂಡ್ ಬೀಟ್, ಮರಣ ಪ್ರಮಾಣ ಪತ್ರ, ಪಿಂಚಣಿ ವಿತರಣೆ, ಪೌತಿ ಖಾತೆ ಅರ್ಜಿಗಳನ್ನು ವಿಲೇವಾರಿ ಮಾಡಿ ಕಂದಾಯ ಪ್ರಗತಿ ಸಾಧಿಸಬೇಕು. ಗ್ರಾಮಗಳಲ್ಲಿ 2-3 ತಲೆಮಾರಿಗಳಿಂದ ಮೃತಪಟ್ಟಿರುವ ವಾರಸುದಾರರ ಹೆಸರಿಗೆ ಪೌತಿ ಖಾತೆಯಾಗದೆ ಅರ್ಹರಿಗೆ ಸರ್ಕಾರಿ ಸವಲತ್ತುಗಳನ್ನು ನೀಡಲು ಸಮಸ್ಯೆಯಾಗುತ್ತಿದೆ. ಪೌತಿ ಖಾತೆಗಳನ್ನು ಪೂರ್ಣಗೊಳಿಸುವ ನಿಟ್ಟಿನಲ್ಲಿ ಜಿಲ್ಲಾದ್ಯಂತ ಆಂದೋಲನವನ್ನು ಹಮ್ಮಿಕೊಳ್ಳಲಾಗಿದೆ. ಈ ಆಂದೋಲನದಲ್ಲಿ ವಾರಸುದಾರರು ಪೌತಿ ಖಾತೆಗೆ ಅಗತ್ಯವಿರುವ ವಂಶವೃಕ್ಷ, ಮರಣ ಪ್ರಮಾಣ ಪತ್ರ, ಪಹಣಿ ಪತ್ರಗಳನ್ನು ಒದಗಿಸಿದಲ್ಲಿ 15 ದಿನಗಳೊಳಗಾಗಿ ಪೌತಿ ಖಾತೆ ಬದಲಾವಣೆ ಮಾಡಿಕೊಡಲಾಗುತ್ತಿದ್ದು, ಗ್ರಾಮಸ್ಥರು ಸದುಪಯೋಗ ಪಡಿಸಿಕೊಳ್ಳಬೇಕು. ಖಾತೆ ಬದಲಾವಣೆ ಅರ್ಜಿ ರೈತ ಮಕ್ಕಳಿಗೆ ವಿದ್ಯಾರ್ಥಿ ಸೌಲಭ್ಯ, ಬೆಳೆ ವಿಮೆ, ಬೆಳೆ ನಷ್ಟ ಪರಿಹಾರ, xyxy=(580,562,840,777)
story6-top xyxy=(584,1058,873,1412)
section-rule-2 xyxy=(36,1393,567,1395)
story6-col-right-text: ಶಾಸಕರಾದ ಡಾ.ಜಿ.ಪರಮೇಶ್ವರ್ ಹುಟ್ಟುಹಬ್ಬದ ನಿಮಿತ್ತವಾಗಿ ಆಗಸ್ಟ್ 6 ರಂದು ವಿತರಿಸಲಾಗುವುದು. ಈಗಾಗಲೇ ತಾಲ್ಲೂಕಿನಲ್ಲಿ ಸ್ಕೌಟ್ ಅಂಡ್ ಗೈಡ್ ಕಛೇರಿಗೆ ನಿವೇಶನವನ್ನು ಕೊರಟಗೆರೆ ತಹಶೀಲ್ದಾರ್ ರವರು ಗುರುತಿಸಿದ್ದಾರೆ. ಮುಂದಿನ ದಿನಗಳಲ್ಲಿ ಸಂಸ್ಥೆಯ ಸ್ವಂತ ಕಛೇರಿಯನ್ನು ನಿರ್ಮಾಣ ಮಾಡಲಾಗುವುದು. ಮತ್ತು ಈ ಕಾರ್ಯಾಗಾರದಲ್ಲಿ ತಾಲ್ಲೂಕಿನ ವಿವಿಧ ಶಾಲೆಗಳ ಸ್ಕೌಟ್ ಅಂಡ್ ಗೈಡ್ಸ್ ವಿದ್ಯಾರ್ಥಿಗಳಿಗೆ ತಾಲ್ಲೂಕು ಸಂಸ್ಥೆಯಿಂದ ಪೌಷ್ಟಿಕ ಆಹಾರ ಮತ್ತು ಪಾನೀಯವನ್ನು ವಿತರಿಸಲಾಗುತ್ತಿದ್ದು ತಾಲ್ಲೂಕಿನಲ್ಲಿ ಸ್ಕೌಟ್ ಅಂಡ್ ಗೈಡ್ಸ್ ಚಟುವಟಿಕೆಗಳನ್ನು ಇನ್ನಷ್ಟು ಬಲಪಡಿಸಲಾಗುವುದು ಮತ್ತು ಸಮಾಜಕ್ಕೆ ಉತ್ತಮ ಸೇವೆ ನೀಡುವ ಕಾರ್ಯವನ್ನು ಮಾಡಲಾಗುವುದು ಎಂದರು. ಈ ಸಂದರ್ಭದಲ್ಲಿ ತಾಲ್ಲೂಕು ಸಂಸ್ಥೆಯ ಸ್ಕೌಟ್ ಅಂಡ್ ಗೈಡ್ಸ್‌ನ ವಿವಿಧ ಪದಾಧಿಕಾರಿಗಳಾದ ಎಲ್.ರಾಜಣ್ಣ, ಗಟ್ಟಿಹಳ್ಳಿ ಕುಮಾರ್, ಕೆ.ವಿ.ಪುರುಷೋತ್ತಮ್, ನವೀನ್, ಬಿ.ಆರ್.ಸಿ. ರುದ್ರೇಶ್, ಟಿ.ಪಿ.ಓ ಹನುಮಂತರಾಯಪ್ಪ ತರಬೇತುದಾರರಾದ xyxy=(1186,1409,1483,1591)
story7-col4-text: ವಾಸ್ತವ ದಲ್ಲಿ ಶೂನ್ಯ. ಹಾಗಾಗಿ ಸುಮಾರು 2000 ಜನರು ಜುಲೈ 22 ರ ಸೋಮವಾರ ಸೇರ್ಪಡೆ ತನಿಖೆ, ತಪ್ಪಿತಸ್ಥರ ವಿರುದ್ಧ ಕ್ರಮವಹಿಸುವಂತೆ ಒತ್ತಾಯಿಸಿ ಪ್ರತಿಭಟನೆ ಹಮ್ಮಿಕೊಳ್ಳಲಾಗಿದೆ ಎಂದರು. ವಾಲ್ಮೀಕಿ ನಿಗಮದಲ್ಲಿ ನಡೆದಿರುವ ಅವ್ಯವಹಾರದಲ್ಲಿ ಭಾಗಿಯಾಗಿರುವ 18 ಜನರ ವಿರುದ್ಧ ಎಸ್‌ಐಟಿ, ಸಿಬಿಐ ಪ್ರತ್ಯೇಕ ಕಾಯ್ದೆ ಅಡಿಯ, ಭ್ರಷ್ಟಾಚಾರ ಕಾಯ್ದೆಯಡಿ ಕೇಸು ದಾಖಲಿಸಿರುವುದು ತಡವಾಗಿ. ಅಲ್ಲದೆ, ಎಸ್ಸಿಪಿ,ಟಿಎಸ್ಪಿ ಕಾಯ್ದೆಯ ಅನ್ವಯ ಈ ರೀತಿಯ ಅವ್ಯವಹಾರಗಳು ನಡೆದ ಸಂದರ್ಭದಲ್ಲಿ ಸಾರ್ವಜನಿಕರು ದೂರು ಸಲ್ಲಿಸಲು ಅವಕಾಶವಿಲ್ಲ. ಸರಕಾರವೇ ದೂರು ಸಲ್ಲಿಸಬೇಕಿದೆ.ಇದು ಸರಕಾರಿ ಅಧಿಕಾರಿಗಳು, ಜನಪ್ರತಿನಿಧಿಗಳು ತಪ್ಪು ಮಾಡಿದಾಗ ಅವರೇ ಹೆಸರಿಸಲ್ಲದಂತೆ ಮಾಡಲು ಕೃಪೆಯಿದೆ. ಸರಕಾರ ಕಾಯ್ದೆಗೆ ತಿದ್ದುಪಡಿ ತಂದು ಸಾರ್ವಜನಿಕರು ದೂರು ಸಲ್ಲಿಸಲು ಅವಕಾಶ ಕಲ್ಪಿಸಬೇಕು ಎಂಬುದು xyxy=(904,1866,1186,2031)
column-divider-2 xyxy=(575,990,576,1792)
story5-col-b xyxy=(36,1657,567,1785)
title-subtitle: ಕನ್ನಡ ದಿನಪತ್ರಿಕೆ xyxy=(194,22,262,38)
story5-body-b: ಜುಲೈ 16ರ ಸಂಜೆ 5ಕ್ಕೆ ಸ್ವಾಮಿಯವರಿಗೆ ಕಲ್ಯಾಣೋತ್ಸವ, 17ರಂದು ಬುಧವಾರ ಏಕಾದಶಿ ಅಂಗವಾಗಿ ಬೆಳಿಗ್ಗೆ 6 ಗಂಟೆಗೆ ಪಂಚಾಮೃತ ಅಭಿಷೇಕ, 9ಕ್ಕೆ ಸ್ವಾಮಿಯ ಉತ್ಸವ ಮೂರ್ತಿಯನ್ನು ಪಟ್ಟಣದ ರಾಜಬೀದಿಗಳಲ್ಲಿ ಪಂಡರಿ ಭಜನೆ ಯೊಂದಿಗೆ ಉತ್ಸವ ನಡೆಸಲಾಗುವುದು. ಸಂಜೆ 5:00 ಗಂಟೆಗೆ ಸಪ್ತಾನಾಮಾಯ ಪೂಜೆಯನ್ನು ಸಾಮೂಹಿಕವಾಗಿ ನಡೆಸಲಾಗುವುದು. 18 ರಂದು ಬೆಳಿಗ್ಗೆ ಸ್ವಾಮಿಗೆ ಮತ್ತು ನವಗ್ರಹ ಗಳಿಗೆ ಅಭಿಷೇಕ ಮತ್ತು ಪೂಜೆ,ರಾತ್ರಿ ಶಯನೋತ್ಸವ ನಡೆಸಲಿದೆ. 19ರಂದು ಓಕಳಿ ಕಾರ್ಯಕ್ರಮದೊಂದಿಗೆ ಉತ್ಸವ ಕಾರ್ಯಕ್ರಮ ಗಳು ಮುಗಿಯಲಿದೆ ಎಂದರು. xyxy=(36,1659,567,1722)
newspaper-title xyxy=(38,8,262,41)
story6-photo xyxy=(883,1077,1485,1402)
story2-col1 xyxy=(1104,249,1285,452)
column-divider xyxy=(1098,120,1099,987)
story1-col2b-text: ಶಿರಾ ತಾಲ್ಲೂಕಿನ ಚಿಕ್ಕನಹಳ್ಳಿ ಮೊರಾರ್ಜಿ ದೇಸಾಯಿ ವಸತಿ ಶಾಲೆಯಲ್ಲಿ ಶೌಚಾಲಯ ಸ್ವಚ್ಛವಿಲ್ಲದೆ ದುರ್ವಾಸನೆ ಬರುತ್ತಿದೆ. ನಿಮ್ಮ ಮನೆಯಲ್ಲಿ ಹೀಗೆ ಇಟ್ಟುಕೊಳ್ಳುತ್ತೀರಾ? ಎಂದು ನಿಲಯ ಮೇಲ್ವಿಚಾರಕರನ್ನು ತರಾಟೆಗೆ ತೆಗೆದುಕೊಂಡ ಜಿಲ್ಲಾಧಿಕಾರಿ ಸ್ವಚ್ಛತೆಯಿಲ್ಲದೆ ಡೆಂಗ್ಯೂ ಪ್ರಕರಣಗಳು ಹೆಚ್ಚಿನ ಸಂಖ್ಯೆಯಲ್ಲಿ ವರದಿಯಾಗುತ್ತಿವೆ. ಮಕ್ಕಳ ಆರೋಗ್ಯದ ಹಿತದೃಷ್ಟಿಯಿಂದ ವಸತಿ ನಿಲಯದ ವಿದ್ಯಾರ್ಥಿಗಳು ಮಲಗುವ ಕೋಣೆ, ಭೋಜನಾಲಯ, ಅಡುಗೆ ಕೋಣೆ ಸೇರಿದಂತೆ ಶೌಚಾಲಯಗಳನ್ನು ಸ್ವಚ್ಛತೆಯಿಂದ ಕಾಪಾಡಬೇಕು. ವಸತಿ ನಿಲಯದ ಆವರಣ ಗೋಡೆಯಿಲ್ಲದೆ ನಾಯಿಗಳ ಹಾವಳಿ ಇದ್ದರಿಂದ ಕ್ರಮವಹಿಸಬೇಕೆಂದು ವಿಷ್ ಸೂಚನೆ xyxy=(309,612,569,761)
story1-subhead-hospital: ತಾಯಿ ಮತ್ತು ಮಕ್ಕಳ ಆಸ್ಪತ್ರೆಗೆ ಭೇಟಿ: xyxy=(849,232,992,247)
